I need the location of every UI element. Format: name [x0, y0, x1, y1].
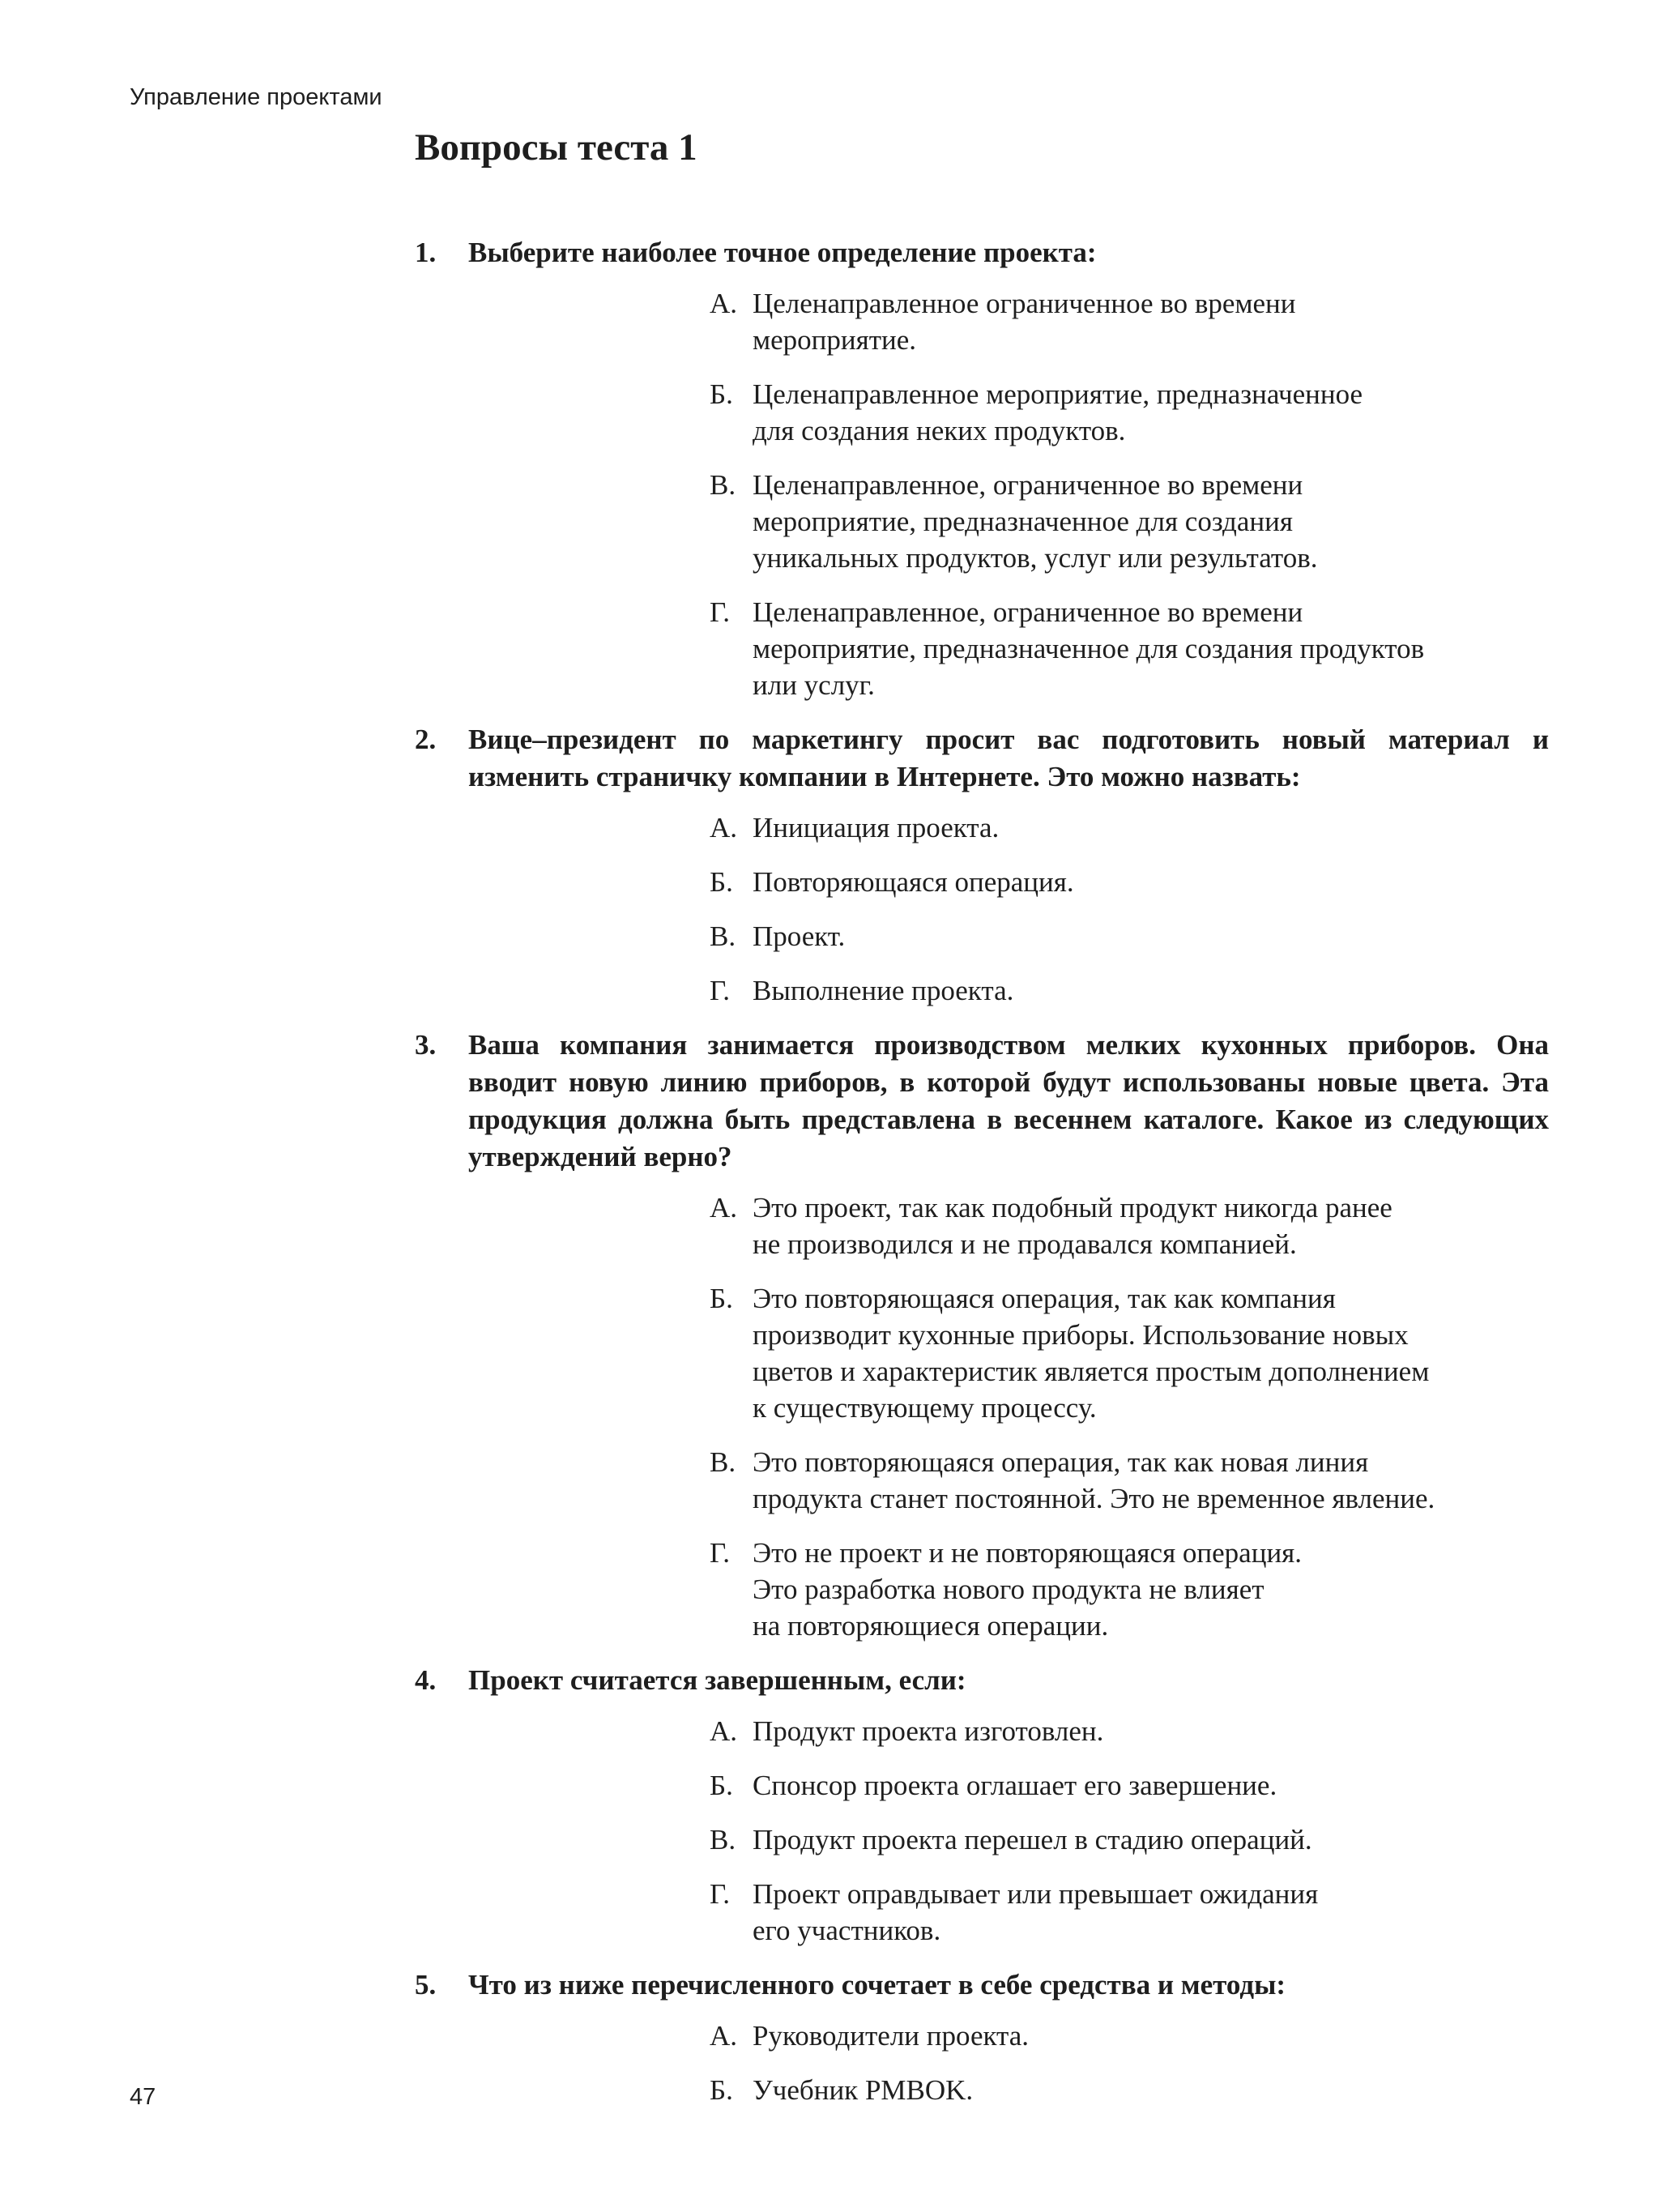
option-text: Инициация проекта.: [753, 812, 1000, 843]
answer-option-b: [710, 376, 1549, 449]
option-text: Продукт проекта перешел в стадию операций.: [753, 1824, 1312, 1855]
option-letter: Г.: [710, 1537, 731, 1569]
question-text: Проект считается завершенным, если:: [468, 1664, 966, 1696]
answer-option-a: [710, 2018, 1549, 2054]
question-2: [415, 721, 1549, 1009]
question-head: [415, 1662, 1549, 1699]
option-text: Целенаправленное, ограниченное во времени мероприятие, предназначенное для создания продуктов или услуг.: [753, 596, 1425, 701]
question-text: Выберите наиболее точное определение проекта:: [468, 237, 1097, 268]
option-text: Выполнение проекта.: [753, 975, 1014, 1006]
option-text: Это проект, так как подобный продукт никогда ранее не производился и не продавался компанией.: [753, 1192, 1392, 1260]
answer-option-g: [710, 1876, 1549, 1949]
question-1: [415, 234, 1549, 703]
section-title: Вопросы теста 1: [415, 126, 697, 169]
option-letter: Г.: [710, 596, 731, 628]
option-letter: А.: [710, 1715, 738, 1747]
answer-option-b: [710, 1280, 1549, 1426]
option-text: Повторяющаяся операция.: [753, 866, 1074, 898]
option-text: Целенаправленное, ограниченное во времени мероприятие, предназначенное для создания уникальных продуктов, услуг или результатов.: [753, 469, 1318, 574]
question-head: [415, 234, 1549, 271]
option-letter: В.: [710, 920, 736, 952]
option-text: Это не проект и не повторяющаяся операция. Это разработка нового продукта не влияет на повторяющиеся операции.: [753, 1537, 1303, 1642]
question-head: [415, 1966, 1549, 2004]
question-list: [415, 234, 1549, 2126]
option-letter: Б.: [710, 2074, 733, 2106]
answer-options: [710, 1713, 1549, 1949]
option-text: Это повторяющаяся операция, так как компания производит кухонные приборы. Использование новых цветов и характеристик является простым дополнением к существующему процессу.: [753, 1283, 1430, 1424]
question-number: 2.: [415, 724, 437, 755]
answer-option-v: [710, 1444, 1549, 1517]
option-letter: В.: [710, 1446, 736, 1478]
answer-options: [710, 2018, 1549, 2108]
question-number: 4.: [415, 1664, 437, 1696]
answer-options: [710, 285, 1549, 703]
answer-option-b: [710, 1767, 1549, 1804]
answer-option-g: [710, 1535, 1549, 1644]
option-letter: А.: [710, 812, 738, 843]
question-text: Ваша компания занимается производством мелких кухонных приборов. Она вводит новую линию приборов, в которой будут использованы новые цвета. Эта продукция должна быть представлена в весеннем каталоге. Какое из следующих утверждений верно?: [468, 1029, 1549, 1172]
option-letter: А.: [710, 2020, 738, 2052]
answer-option-b: [710, 864, 1549, 900]
answer-options: [710, 1189, 1549, 1644]
answer-option-a: [710, 1713, 1549, 1749]
answer-option-v: [710, 467, 1549, 576]
option-text: Целенаправленное мероприятие, предназначенное для создания неких продуктов.: [753, 378, 1363, 446]
option-letter: Б.: [710, 378, 733, 410]
question-text: Что из ниже перечисленного сочетает в себе средства и методы:: [468, 1969, 1286, 2001]
answer-option-v: [710, 918, 1549, 954]
question-3: [415, 1027, 1549, 1644]
question-number: 3.: [415, 1029, 437, 1061]
question-5: [415, 1966, 1549, 2108]
option-letter: Г.: [710, 975, 731, 1006]
option-letter: Б.: [710, 1283, 733, 1314]
question-head: [415, 1027, 1549, 1176]
option-text: Это повторяющаяся операция, так как новая линия продукта станет постоянной. Это не временное явление.: [753, 1446, 1435, 1514]
option-text: Учебник PMBOK.: [753, 2074, 974, 2106]
question-number: 1.: [415, 237, 437, 268]
option-text: Проект.: [753, 920, 846, 952]
question-text: Вице–президент по маркетингу просит вас подготовить новый материал и изменить страничку компании в Интернете. Это можно назвать:: [468, 724, 1549, 792]
answer-option-g: [710, 594, 1549, 703]
option-text: Спонсор проекта оглашает его завершение.: [753, 1770, 1277, 1801]
option-letter: Б.: [710, 866, 733, 898]
option-letter: Б.: [710, 1770, 733, 1801]
option-letter: А.: [710, 1192, 738, 1223]
answer-options: [710, 809, 1549, 1009]
answer-option-b: [710, 2072, 1549, 2108]
option-text: Целенаправленное ограниченное во времени мероприятие.: [753, 288, 1296, 356]
running-header: Управление проектами: [130, 84, 382, 110]
option-text: Продукт проекта изготовлен.: [753, 1715, 1104, 1747]
option-letter: В.: [710, 1824, 736, 1855]
option-text: Руководители проекта.: [753, 2020, 1030, 2052]
answer-option-g: [710, 972, 1549, 1009]
question-4: [415, 1662, 1549, 1949]
option-letter: А.: [710, 288, 738, 319]
page-number: 47: [130, 2084, 156, 2110]
answer-option-a: [710, 285, 1549, 358]
question-head: [415, 721, 1549, 796]
option-letter: В.: [710, 469, 736, 501]
answer-option-a: [710, 1189, 1549, 1262]
option-text: Проект оправдывает или превышает ожидания его участников.: [753, 1878, 1319, 1946]
answer-option-a: [710, 809, 1549, 846]
question-number: 5.: [415, 1969, 437, 2001]
option-letter: Г.: [710, 1878, 731, 1910]
answer-option-v: [710, 1821, 1549, 1858]
